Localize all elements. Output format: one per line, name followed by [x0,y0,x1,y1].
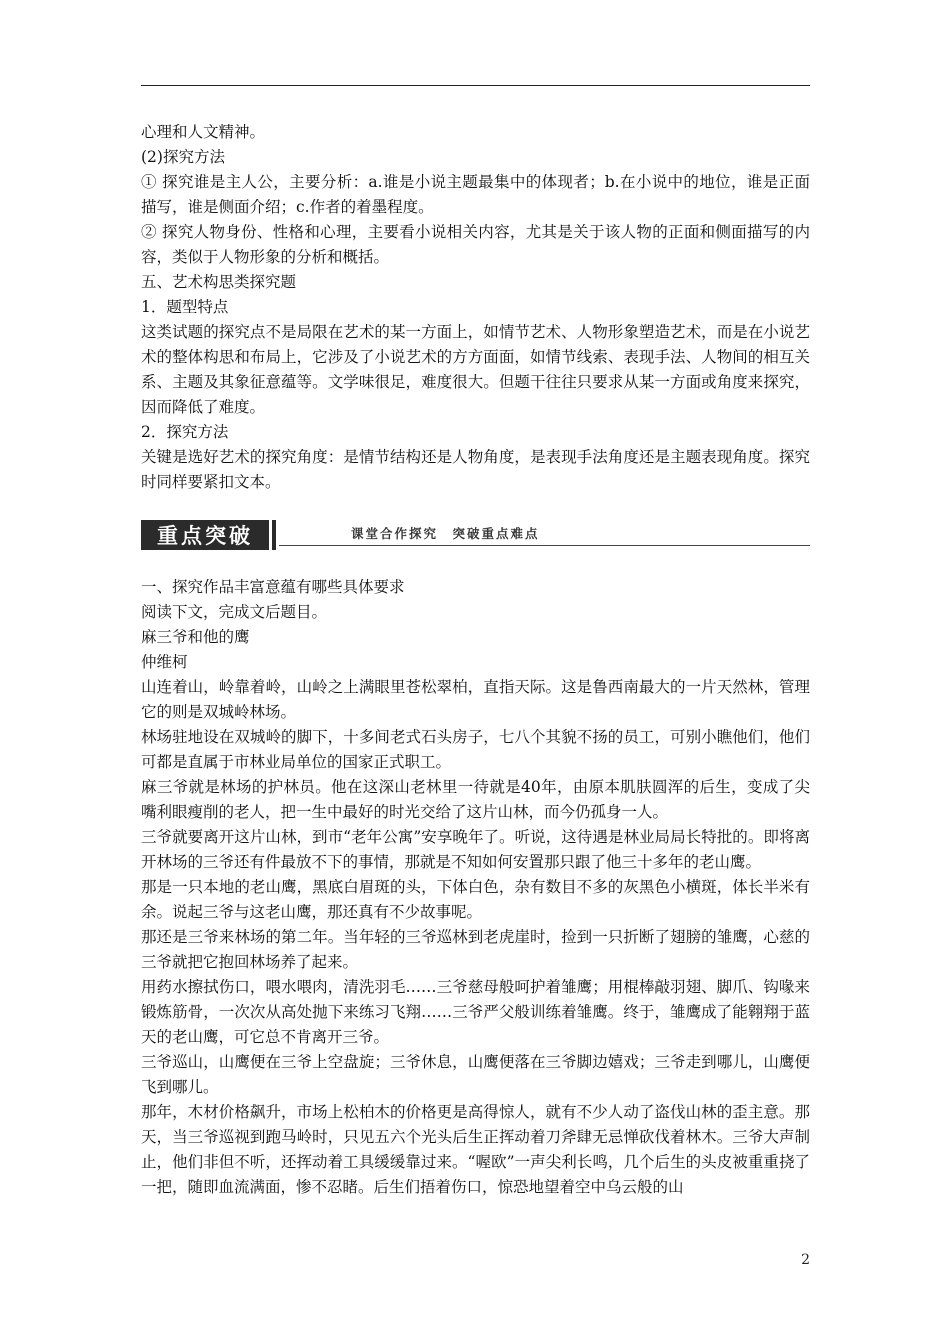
paragraph: 麻三爷就是林场的护林员。他在这深山老林里一待就是40年，由原本肌肤圆浑的后生，变成了尖嘴利眼瘦削的老人，把一生中最好的时光交给了这片山林，而今仍孤身一人。 [141,778,810,821]
paragraph: 关键是选好艺术的探究角度：是情节结构还是人物角度，是表现手法角度还是主题表现角度。探究时同样要紧扣文本。 [141,448,810,491]
page-content [141,120,810,1200]
paragraph: ② 探究人物身份、性格和心理，主要看小说相关内容，尤其是关于该人物的正面和侧面描写的内容，类似于人物形象的分析和概括。 [141,223,810,266]
section-heading: 五、艺术构思类探究题 [141,273,297,291]
paragraph: 用药水擦拭伤口，喂水喂肉，清洗羽毛……三爷慈母般呵护着雏鹰；用棍棒敲羽翅、脚爪、钩喙来锻炼筋骨，一次次从高处抛下来练习飞翔……三爷严父般训练着雏鹰。终于，雏鹰成了能翱翔于蓝天的老山鹰，可它总不肯离开三爷。 [141,978,810,1046]
section-heading: 一、探究作品丰富意蕴有哪些具体要求 [141,578,405,596]
section-banner [141,515,810,555]
paragraph: 1．题型特点 [141,298,229,316]
paragraph: 这类试题的探究点不是局限在艺术的某一方面上，如情节艺术、人物形象塑造艺术，而是在小说艺术的整体构思和布局上，它涉及了小说艺术的方方面面，如情节线索、表现手法、人物间的相互关系、主题及其象征意蕴等。文学味很足，难度很大。但题干往往只要求从某一方面或角度来探究，因而降低了难度。 [141,323,810,416]
paragraph: (2)探究方法 [141,148,225,166]
paragraph: 三爷巡山，山鹰便在三爷上空盘旋；三爷休息，山鹰便落在三爷脚边嬉戏；三爷走到哪儿，山鹰便飞到哪儿。 [141,1053,810,1096]
paragraph: 那年，木材价格飙升，市场上松柏木的价格更是高得惊人，就有不少人动了盗伐山林的歪主意。那天，当三爷巡视到跑马岭时，只见五六个光头后生正挥动着刀斧肆无忌惮砍伐着林木。三爷大声制止，他们非但不听，还挥动着工具缓缓靠过来。“喔欧”一声尖利长鸣，几个后生的头皮被重重挠了一把，随即血流满面，惨不忍睹。后生们捂着伤口，惊恐地望着空中乌云般的山 [141,1103,810,1196]
instruction: 阅读下文，完成文后题目。 [141,603,328,621]
paragraph: 心理和人文精神。 [141,123,266,141]
story-title: 麻三爷和他的鹰 [141,628,250,646]
section-methods [141,120,810,495]
paragraph: 那是一只本地的老山鹰，黑底白眉斑的头，下体白色，杂有数目不多的灰黑色小横斑，体长半米有余。说起三爷与这老山鹰，那还真有不少故事呢。 [141,878,810,921]
paragraph: 林场驻地设在双城岭的脚下，十多间老式石头房子，七八个其貌不扬的员工，可别小瞧他们，他们可都是直属于市林业局单位的国家正式职工。 [141,728,810,771]
paragraph: 2．探究方法 [141,423,229,441]
header-rule [141,85,810,86]
paragraph: 那还是三爷来林场的第二年。当年轻的三爷巡林到老虎崖时，捡到一只折断了翅膀的雏鹰，心慈的三爷就把它抱回林场养了起来。 [141,928,810,971]
banner-subtitle: 课堂合作探究 突破重点难点 [351,526,540,541]
banner-frame [141,515,810,555]
paragraph: 山连着山，岭靠着岭，山岭之上满眼里苍松翠柏，直指天际。这是鲁西南最大的一片天然林，管理它的则是双城岭林场。 [141,678,810,721]
paragraph: 三爷就要离开这片山林，到市“老年公寓”安享晚年了。听说，这待遇是林业局局长特批的。即将离开林场的三爷还有件最放不下的事情，那就是不知如何安置那只跟了他三十多年的老山鹰。 [141,828,810,871]
section-reading [141,575,810,1200]
banner-underline [279,545,810,546]
page-number: 2 [801,1252,810,1268]
story-author: 仲维柯 [141,653,188,671]
paragraph: ① 探究谁是主人公，主要分析：a.谁是小说主题最集中的体现者；b.在小说中的地位，谁是正面描写，谁是侧面介绍；c.作者的着墨程度。 [141,173,810,216]
banner-divider [272,520,276,550]
banner-title: 重点突破 [141,520,269,550]
